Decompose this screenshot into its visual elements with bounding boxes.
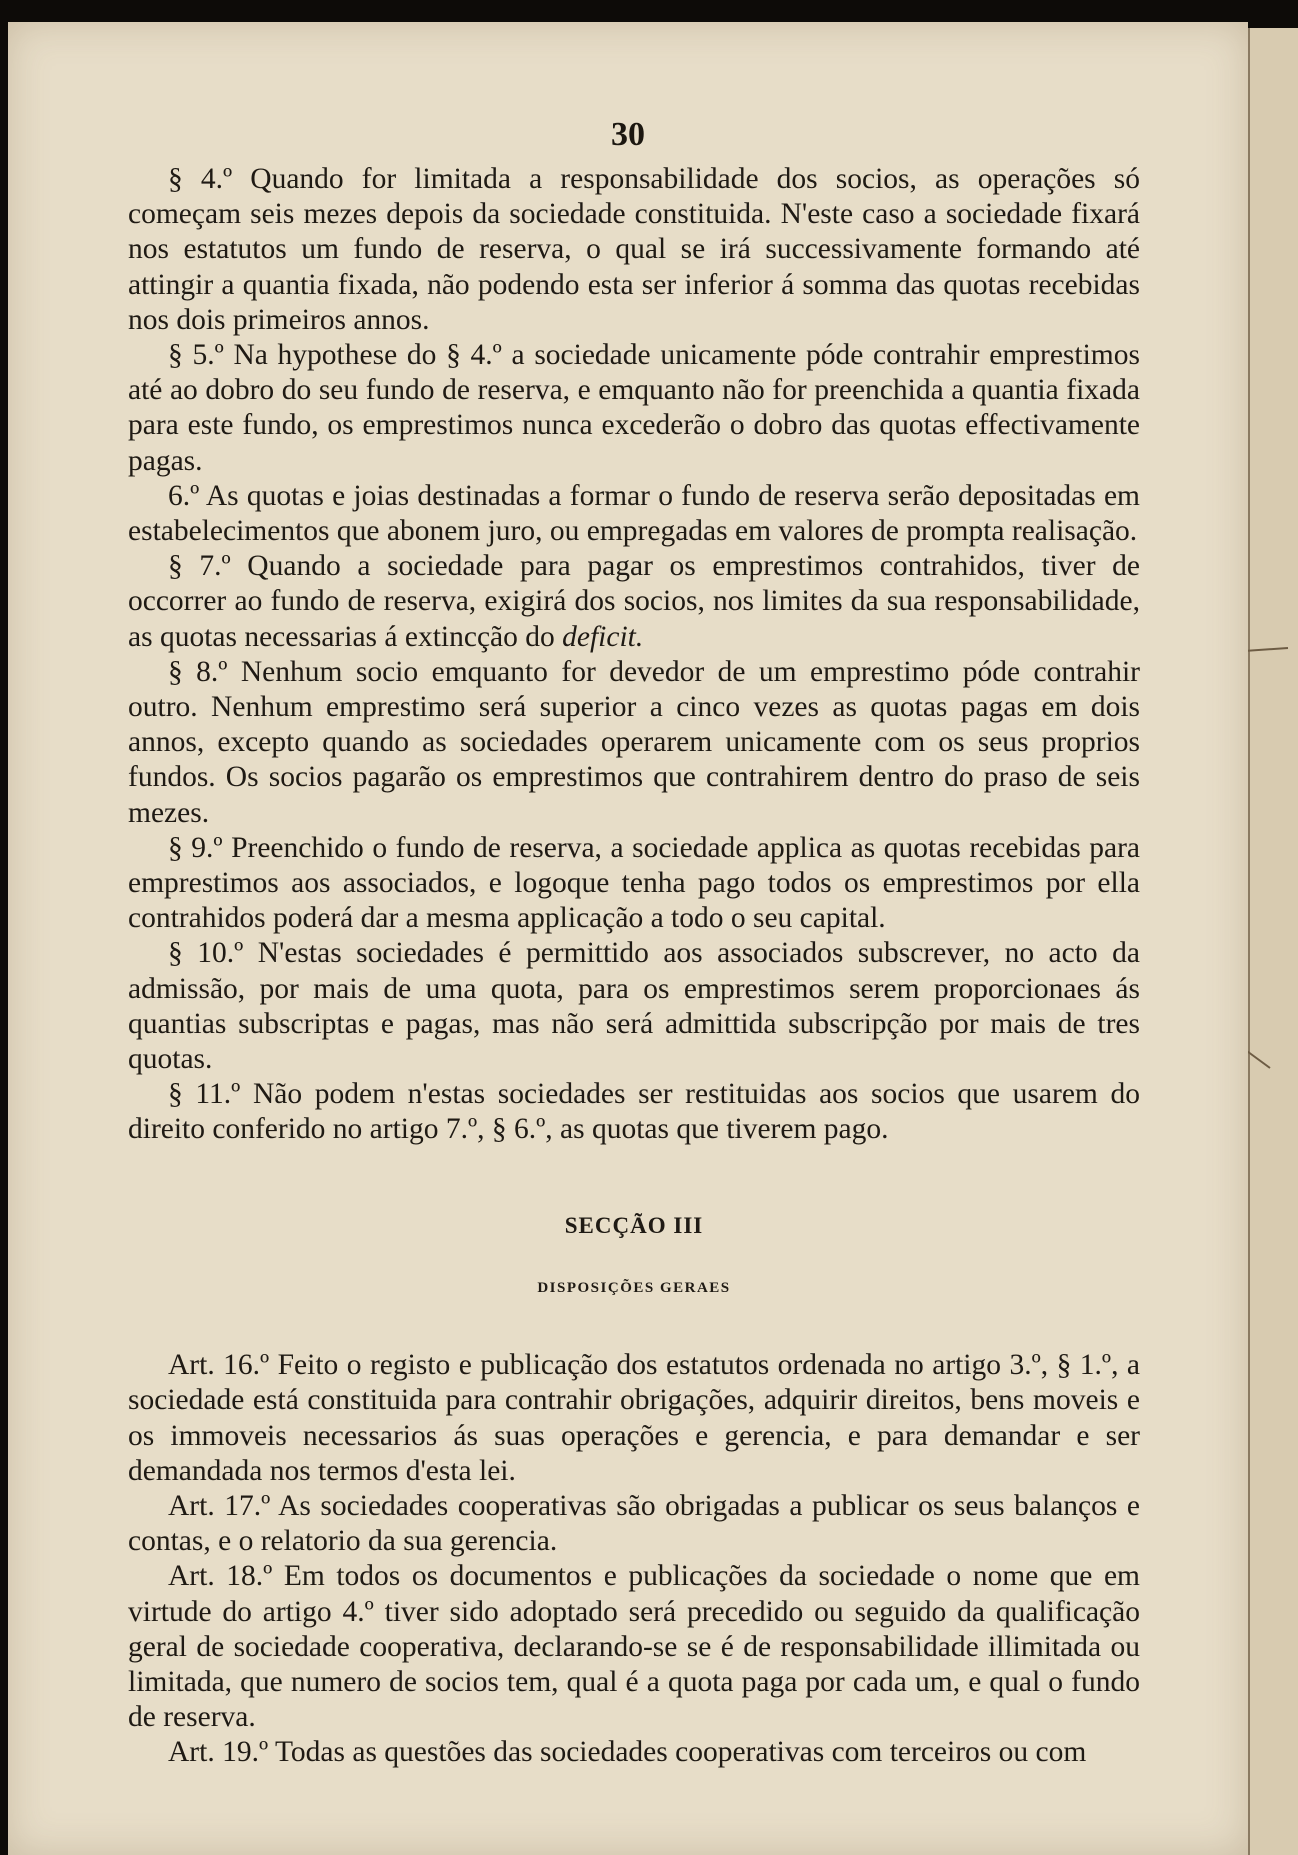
article-18: Art. 18.º Em todos os documentos e publicações da sociedade o nome que em virtude do artigo 4.º tiver sido adoptado será precedido ou seguido da qualificação geral de sociedade cooperativa, declarando-se se é de responsabilidade illimitada ou limitada, que numero de socios tem, qual é a quota paga por cada um, e qual o fundo de reserva. [128,1560,1140,1734]
deficit-word: deficit. [562,620,644,653]
paragraph-4: § 4.º Quando for limitada a responsabilidade dos socios, as operações só começam seis mezes depois da sociedade constituida. N'este caso a sociedade fixará nos estatutos um fundo de reserva, o qual se irá successivamente formando até attingir a quantia fixada, não podendo esta ser inferior á somma das quotas recebidas nos dois primeiros annos. [128,163,1140,336]
paragraph-11: § 11.º Não podem n'estas sociedades ser restituidas aos socios que usarem do direito conferido no artigo 7.º, § 6.º, as quotas que tiverem pago. [128,1078,1140,1146]
article-17: Art. 17.º As sociedades cooperativas são obrigadas a publicar os seus balanços e contas, e o relatorio da sua gerencia. [128,1489,1140,1558]
page-body [128,162,1140,1771]
article-16: Art. 16.º Feito o registo e publicação dos estatutos ordenada no artigo 3.º, § 1.º, a sociedade está constituida para contrahir obrigações, adquirir direitos, bens moveis e os immoveis necessarios ás suas operações e gerencia, e para demandar e ser demandada nos termos d'esta lei. [128,1349,1140,1487]
paragraph-7-text: § 7.º Quando a sociedade para pagar os emprestimos contrahidos, tiver de occorrer ao fundo de reserva, exigirá dos socios, nos limites da sua responsabilidade, as quotas necessarias á extincção do [128,550,1140,653]
paragraph-10: § 10.º N'estas sociedades é permittido aos associados subscrever, no acto da admissão, por mais de uma quota, para os emprestimos serem proporcionaes ás quantias subscriptas e pagas, mas não será admittida subscripção por mais de tres quotas. [128,937,1140,1076]
paragraph-9: § 9.º Preenchido o fundo de reserva, a sociedade applica as quotas recebidas para emprestimos aos associados, e logoque tenha pago todos os emprestimos por ella contrahidos poderá dar a mesma applicação a todo o seu capital. [128,831,1140,935]
section-title: SECÇÃO III [564,1212,704,1238]
section-subtitle: DISPOSIÇÕES GERAES [537,1279,731,1296]
paragraph-6: 6.º As quotas e joias destinadas a formar o fundo de reserva serão depositadas em estabelecimentos que abonem juro, ou empregadas em valores de prompta realisação. [128,479,1140,548]
paragraph-5: § 5.º Na hypothese do § 4.º a sociedade unicamente póde contrahir emprestimos até ao dobro do seu fundo de reserva, e emquanto não for preenchida a quantia fixada para este fundo, os emprestimos nunca excederão o dobro das quotas effectivamente pagas. [128,339,1140,477]
paragraph-8: § 8.º Nenhum socio emquanto for devedor de um emprestimo póde contrahir outro. Nenhum emprestimo será superior a cinco vezes as quotas pagas em dois annos, excepto quando as sociedades operarem unicamente com os seus proprios fundos. Os socios pagarão os emprestimos que contrahirem dentro do praso de seis mezes. [128,655,1140,829]
paragraph-7 [128,549,1140,655]
article-19: Art. 19.º Todas as questões das sociedades cooperativas com terceiros ou com [168,1736,1087,1769]
document-page [8,22,1248,1855]
adjacent-page-edge [1248,28,1298,1855]
page-number: 30 [611,116,645,153]
